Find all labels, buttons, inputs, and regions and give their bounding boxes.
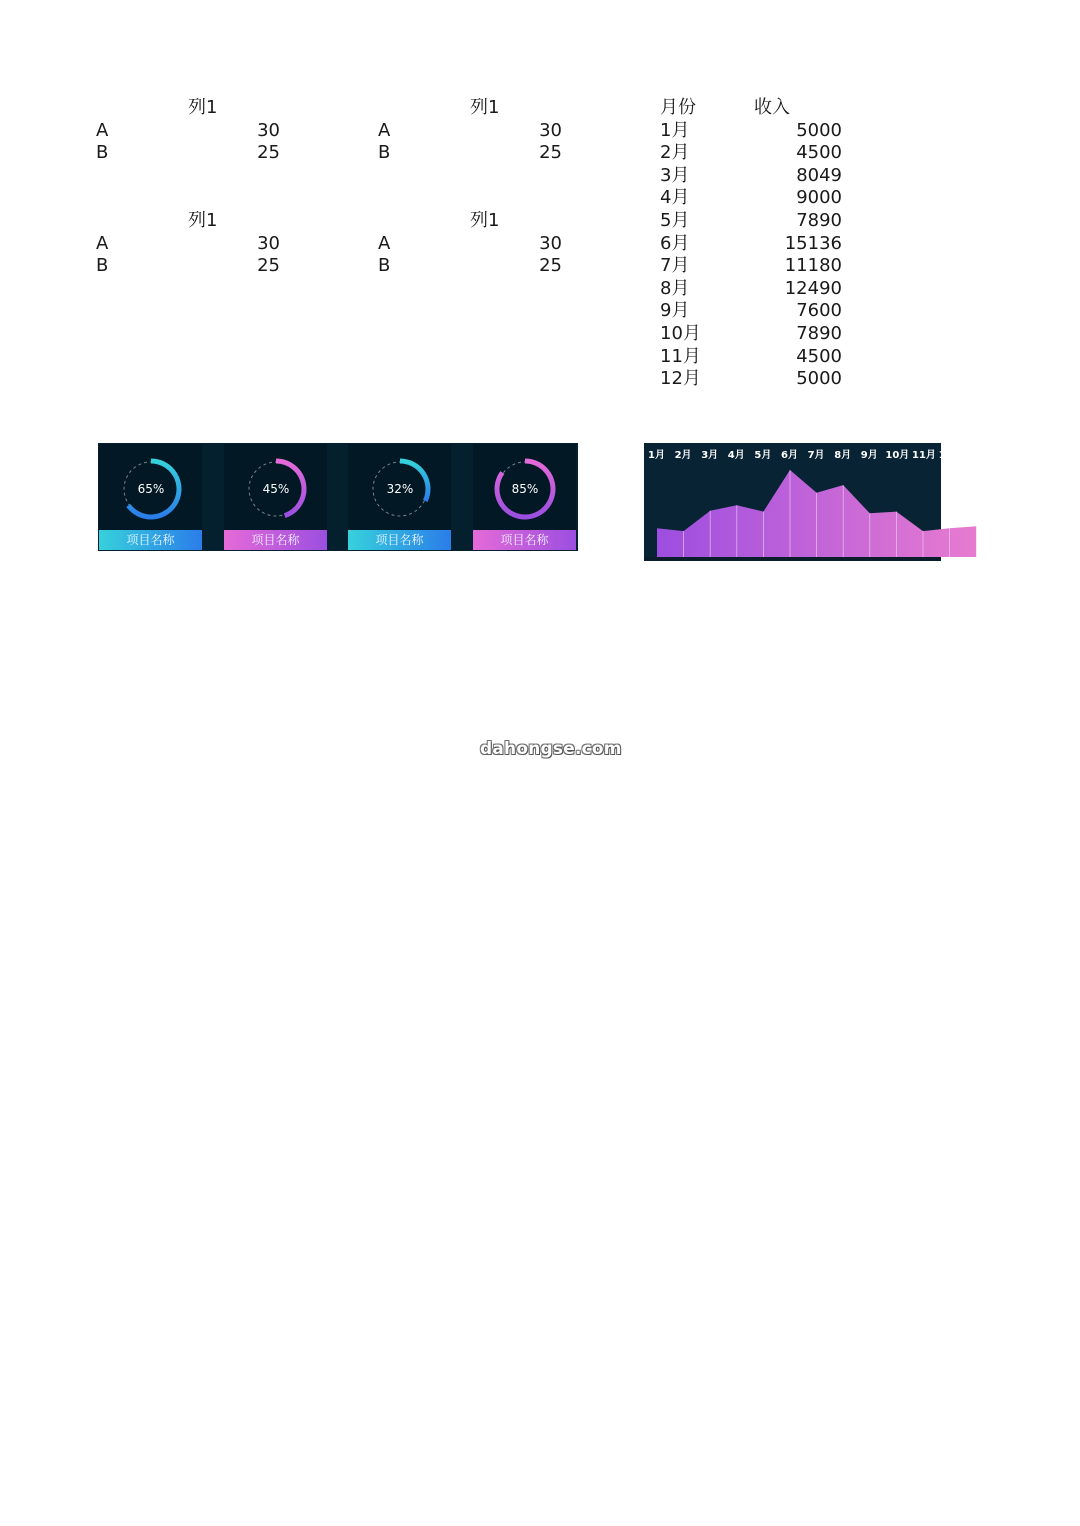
row-label: A xyxy=(96,232,109,254)
row-label: B xyxy=(96,142,109,164)
month-column-header: 月份 xyxy=(660,97,696,118)
gauge-label: 项目名称 xyxy=(473,530,576,550)
table-row xyxy=(660,233,860,256)
row-value: 30 xyxy=(257,232,280,254)
month-cell: 12月 xyxy=(660,368,701,390)
watermark: dahongse.com xyxy=(480,739,622,759)
income-cell: 5000 xyxy=(796,119,842,141)
income-cell: 5000 xyxy=(796,368,842,390)
table-row xyxy=(660,323,860,346)
income-column-header: 收入 xyxy=(754,97,790,118)
row-value: 30 xyxy=(257,119,280,141)
row-value: 30 xyxy=(539,119,562,141)
income-cell: 11180 xyxy=(784,255,842,277)
row-label: A xyxy=(96,119,109,141)
month-cell: 5月 xyxy=(660,209,690,231)
x-tick-label: 8月 xyxy=(834,450,852,461)
row-value: 25 xyxy=(539,255,562,277)
x-tick-label: 6月 xyxy=(781,450,798,461)
month-cell: 2月 xyxy=(660,142,690,164)
income-cell: 9000 xyxy=(796,187,842,209)
row-label: B xyxy=(378,142,391,164)
gauge-ring xyxy=(473,444,576,532)
month-cell: 3月 xyxy=(660,164,690,186)
gauge-card xyxy=(348,444,451,550)
income-cell: 4500 xyxy=(796,142,842,164)
month-cell: 6月 xyxy=(660,232,690,254)
x-tick-label: 3月 xyxy=(701,450,719,461)
gauge-card xyxy=(224,444,327,550)
row-value: 25 xyxy=(257,142,280,164)
row-label: A xyxy=(378,232,391,254)
row-label: A xyxy=(378,119,391,141)
table-4 xyxy=(378,210,578,278)
table-row xyxy=(660,368,860,391)
row-label: B xyxy=(378,255,391,277)
month-cell: 10月 xyxy=(660,322,701,344)
gauge-label: 项目名称 xyxy=(348,530,451,550)
gauge-label: 项目名称 xyxy=(99,530,202,550)
row-label: B xyxy=(96,255,109,277)
month-cell: 11月 xyxy=(660,345,701,367)
row-value: 25 xyxy=(539,142,562,164)
table-row xyxy=(660,142,860,165)
gauge-ring xyxy=(224,444,327,532)
x-tick-label: 7月 xyxy=(807,450,825,461)
table-row xyxy=(660,210,860,233)
table-3 xyxy=(96,210,296,278)
month-cell: 8月 xyxy=(660,277,690,299)
table-row xyxy=(660,278,860,301)
monthly-income-table xyxy=(660,97,860,391)
gauge-ring xyxy=(99,444,202,532)
table-row xyxy=(660,255,860,278)
x-tick-label: 11月 xyxy=(912,450,936,461)
gauge-ring xyxy=(348,444,451,532)
gauge-percent: 45% xyxy=(262,482,290,496)
income-cell: 7600 xyxy=(796,300,842,322)
gauge-percent: 32% xyxy=(386,482,414,496)
gauge-panel xyxy=(98,443,578,551)
table-row xyxy=(660,187,860,210)
income-cell: 4500 xyxy=(796,345,842,367)
table-header: 列1 xyxy=(188,97,218,118)
x-tick-label: 9月 xyxy=(860,450,878,461)
area-chart-svg xyxy=(644,443,963,561)
x-tick-label: 1月 xyxy=(648,450,665,461)
table-header: 列1 xyxy=(470,210,500,231)
income-cell: 12490 xyxy=(784,277,842,299)
income-cell: 15136 xyxy=(784,232,842,254)
table-row xyxy=(660,346,860,369)
x-tick-label: 5月 xyxy=(754,450,772,461)
table-header: 列1 xyxy=(188,210,218,231)
monthly-income-area-chart xyxy=(644,443,963,561)
month-cell: 9月 xyxy=(660,300,690,322)
row-value: 30 xyxy=(539,232,562,254)
gauge-label: 项目名称 xyxy=(224,530,327,550)
table-2 xyxy=(378,97,578,165)
month-cell: 1月 xyxy=(660,119,690,141)
month-cell: 4月 xyxy=(660,187,690,209)
gauge-card xyxy=(473,444,576,550)
table-row xyxy=(660,165,860,188)
table-row xyxy=(660,300,860,323)
gauge-percent: 65% xyxy=(137,482,165,496)
table-header: 列1 xyxy=(470,97,500,118)
gauge-percent: 85% xyxy=(511,482,539,496)
income-cell: 7890 xyxy=(796,209,842,231)
x-tick-label: 10月 xyxy=(885,450,910,461)
x-tick-label: 12月 xyxy=(938,450,963,461)
income-cell: 7890 xyxy=(796,322,842,344)
gauge-card xyxy=(99,444,202,550)
chart-baseline xyxy=(644,557,941,561)
month-cell: 7月 xyxy=(660,255,690,277)
table-row xyxy=(660,120,860,143)
income-cell: 8049 xyxy=(796,164,842,186)
x-tick-label: 2月 xyxy=(674,450,692,461)
row-value: 25 xyxy=(257,255,280,277)
table-1 xyxy=(96,97,296,165)
x-tick-label: 4月 xyxy=(727,450,745,461)
